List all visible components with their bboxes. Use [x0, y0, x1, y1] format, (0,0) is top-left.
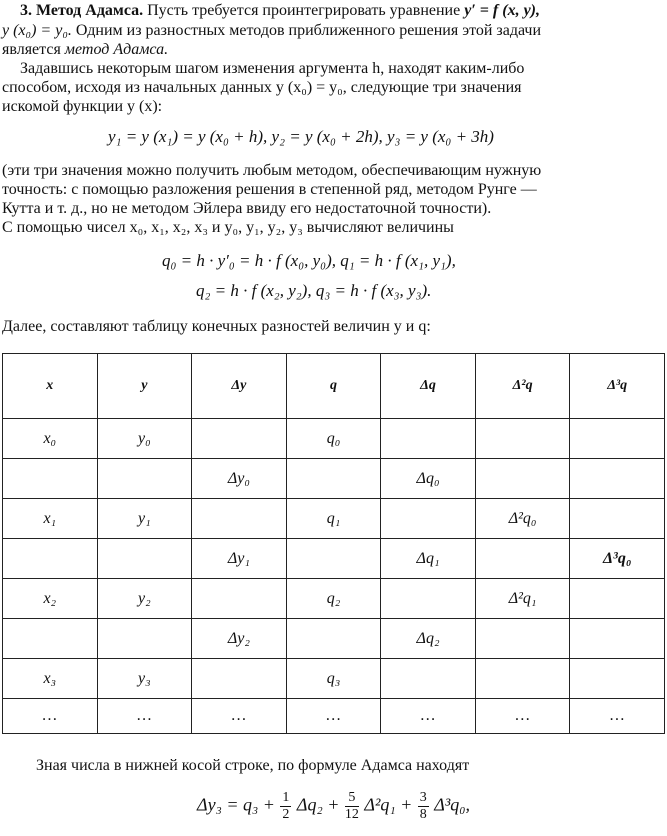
cell [286, 459, 381, 499]
cell [97, 459, 192, 499]
cell [192, 659, 287, 699]
header-x: x [3, 354, 98, 419]
table-row [3, 539, 665, 579]
formula-term: Δ³q₀, [429, 794, 470, 815]
formula-term: Δ²q₁ + [359, 794, 417, 815]
cell: Δ²q₀ [475, 499, 570, 539]
paragraph-3-line-3: Кутта и т. д., но не методом Эйлера ввиду его недостаточной точности). [2, 200, 492, 217]
cell: Δq₂ [381, 619, 476, 659]
method-name: метод Адамса. [64, 41, 169, 58]
cell [381, 499, 476, 539]
cell [475, 659, 570, 699]
cell: … [286, 699, 381, 734]
cell: q₃ [286, 659, 381, 699]
cell [3, 619, 98, 659]
cell: … [97, 699, 192, 734]
paragraph-1-line-3 [2, 41, 663, 59]
cell: … [192, 699, 287, 734]
cell: x₁ [3, 499, 98, 539]
header-delta-q: Δq [381, 354, 476, 419]
numerator: 5 [345, 790, 359, 807]
cell: x₃ [3, 659, 98, 699]
cell: y₀ [97, 419, 192, 459]
paragraph-2-line-2: способом, исходя из начальных данных y (x₀) = y₀, следующие три значения [2, 79, 522, 96]
finite-differences-table [2, 353, 665, 734]
paragraph-3-line-4: С помощью чисел x₀, x₁, x₂, x₃ и y₀, y₁, y₂, y₃ вычисляют величины [2, 219, 454, 236]
cell [192, 419, 287, 459]
numerator: 1 [282, 790, 290, 805]
cell: y₃ [97, 659, 192, 699]
equation-inline: y (x₀) = y₀. [2, 22, 72, 39]
cell: q₁ [286, 499, 381, 539]
equation-q-values-1: q₀ = h · y′₀ = h · f (x₀, y₀), q₁ = h · f (x₁, y₁), [162, 251, 456, 270]
cell: q₂ [286, 579, 381, 619]
table-row [3, 499, 665, 539]
paragraph-3-line-1: (эти три значения можно получить любым методом, обеспечивающим нужную [2, 162, 542, 179]
cell [570, 579, 665, 619]
paragraph-2-line-3: искомой функции y (x): [2, 98, 163, 115]
cell [97, 619, 192, 659]
cell: … [3, 699, 98, 734]
cell: … [570, 699, 665, 734]
header-q: q [286, 354, 381, 419]
cell: x₂ [3, 579, 98, 619]
denominator: 8 [419, 807, 427, 822]
paragraph-1-line-2 [2, 22, 663, 40]
cell [570, 619, 665, 659]
cell [97, 539, 192, 579]
cell: … [475, 699, 570, 734]
table-row [3, 619, 665, 659]
paragraph-1-line-1 [20, 2, 663, 20]
cell [475, 619, 570, 659]
cell [381, 659, 476, 699]
table-row [3, 699, 665, 734]
table-row [3, 459, 665, 499]
cell [475, 419, 570, 459]
cell [570, 659, 665, 699]
cell [381, 419, 476, 459]
text: является [2, 41, 65, 58]
formula-term: Δq₂ + [292, 794, 344, 815]
cell: Δy₁ [192, 539, 287, 579]
table-row [3, 419, 665, 459]
denominator: 12 [344, 807, 359, 822]
formula-lhs: Δy₃ = q₃ + [197, 794, 280, 815]
cell [570, 419, 665, 459]
text: Одним из разностных методов приближенного решения этой задачи [71, 22, 542, 39]
cell: Δq₀ [381, 459, 476, 499]
paragraph-3-line-2: точность: с помощью разложения решения в степенной ряд, методом Рунге — [2, 181, 537, 198]
cell: q₀ [286, 419, 381, 459]
cell [570, 499, 665, 539]
cell: Δ³q₀ [570, 539, 665, 579]
cell [570, 459, 665, 499]
cell: Δq₁ [381, 539, 476, 579]
equation-inline: y′ = f (x, y), [464, 2, 541, 19]
header-delta-y: Δy [192, 354, 287, 419]
cell [381, 579, 476, 619]
cell [475, 539, 570, 579]
cell [3, 459, 98, 499]
adams-formula [0, 790, 667, 823]
header-delta2-q: Δ²q [475, 354, 570, 419]
paragraph-4: Далее, составляют таблицу конечных разностей величин y и q: [2, 318, 431, 335]
cell: Δy₀ [192, 459, 287, 499]
cell [475, 459, 570, 499]
cell: Δy₂ [192, 619, 287, 659]
cell: y₁ [97, 499, 192, 539]
equation-q-values-2: q₂ = h · f (x₂, y₂), q₃ = h · f (x₃, y₃). [196, 281, 432, 300]
fraction-1-2 [280, 790, 291, 823]
table-header-row [3, 354, 665, 419]
denominator: 2 [282, 807, 290, 822]
table-row [3, 579, 665, 619]
cell [3, 539, 98, 579]
fraction-5-12 [345, 790, 359, 823]
text: Пусть требуется проинтегрировать уравнение [143, 2, 465, 19]
paragraph-2-line-1: Задавшись некоторым шагом изменения аргумента h, находят каким-либо [20, 60, 525, 77]
table-row [3, 659, 665, 699]
cell: x₀ [3, 419, 98, 459]
paragraph-5: Зная числа в нижней косой строке, по формуле Адамса находят [36, 757, 470, 774]
cell [192, 579, 287, 619]
cell [286, 539, 381, 579]
cell [286, 619, 381, 659]
section-heading: 3. Метод Адамса. [20, 2, 144, 19]
cell: Δ²q₁ [475, 579, 570, 619]
cell [192, 499, 287, 539]
fraction-3-8 [418, 790, 429, 823]
header-y: y [97, 354, 192, 419]
equation-y-values: y₁ = y (x₁) = y (x₀ + h), y₂ = y (x₀ + 2h), y₃ = y (x₀ + 3h) [108, 127, 494, 146]
cell: … [381, 699, 476, 734]
cell: y₂ [97, 579, 192, 619]
numerator: 3 [419, 790, 427, 805]
header-delta3-q: Δ³q [570, 354, 665, 419]
